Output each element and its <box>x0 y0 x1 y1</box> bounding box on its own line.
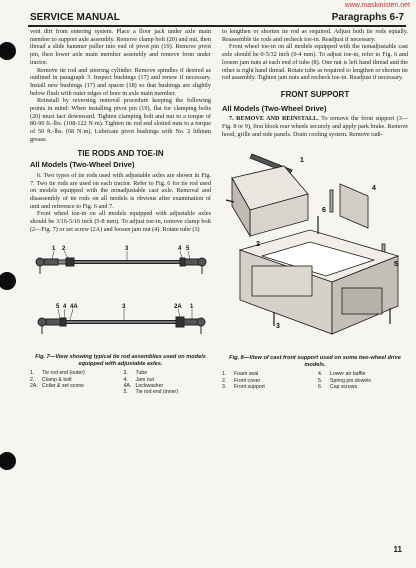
legend-item: 4A. Lockwasher <box>123 382 164 389</box>
subsection-heading: All Models (Two-Wheel Drive) <box>222 103 327 113</box>
legend-item: 1. Tie rod end (outer) <box>30 370 85 377</box>
paragraph: Remove tie rod and steering cylinder. Remove spindles if desired as outlined in paragraph 3. Inspect bushings (17) and renew if necessary. Install new bushings (17) and spacer (18) so that bushings are slightly below flush with outer edges of bore in axle main member. <box>30 66 211 97</box>
fig8-caption: Fig. 8—View of cast front support used on some two-wheel drive models. <box>229 355 401 368</box>
fig7-label-bottom: 5 <box>56 303 60 310</box>
legend-item <box>30 389 118 395</box>
binder-hole <box>0 452 16 470</box>
paragraph: Reinstall by reversing removal procedure keeping the following points in mind: When installing pivot pin (19), flat for clamping bolts (20) must fact downward. Tighten clamping bolt and nut to a torque of 80-90 ft.-lbs. (108-122 N·m). Tighten tie rod end slotted nuts to a torque of 50 ft.-lbs. (68 N·m). Lubricate pivot bushings with No. 2 lithium grease. <box>30 97 211 143</box>
legend-item: 5. Tie rod end (inner) <box>123 389 178 396</box>
fig7-label-bottom: 1 <box>190 303 194 310</box>
paragraph: Front wheel toe-in on all models equipped with adjustable axles should be 3/16-5/16 inch (5-8 mm). To adjust toe-in, remove clamp bolt (2—Fig. 7) or set screw (2A) and loosen jam nut (4). Rotate tube (3) <box>30 210 211 233</box>
fig8-label: 4 <box>372 185 376 193</box>
legend-item: 3. Front support <box>222 383 265 390</box>
legend-item: 3. Tube <box>123 370 148 377</box>
right-column <box>222 28 408 390</box>
fig7-label-bottom: 4A <box>70 303 78 310</box>
paragraph: Front wheel toe-in on all models equipped with the nonadjustable cast axle should be 0-5/32 inch (0-4 mm). To adjust toe-in, refer to Fig. 6 and loosen jam nuts at each end of tube (8). One nut is left hand thread and the other is right hand thread. Rotate tube as required to lengthen or shorten tie rod assembly. Tighten jam nuts and recheck toe-in. Readjust if necessary. <box>222 43 408 82</box>
paragraph: 6. Two types of tie rods used with adjustable axles are shown in Fig. 7. Two tie rods are used on each tractor. Refer to Fig. 6 for tie rod used on models equipped with the nonadjustable cast axle. Removal and disassembly of tie rods on all models is obvious after examination of unit and reference to Fig. 6 and 7. <box>30 171 211 210</box>
page-header-title: SERVICE MANUAL <box>30 12 120 23</box>
legend-item: 5. Spring pin dowels <box>318 377 371 384</box>
fig7-label-bottom: 3 <box>122 303 126 310</box>
section-heading-tie-rods: TIE RODS AND TOE-IN <box>77 148 164 158</box>
fig7-label-top: 2 <box>62 245 66 252</box>
fig8-label: 1 <box>300 157 304 165</box>
page-number: 11 <box>393 545 402 554</box>
paragraph: to lengthen or shorten tie rod as required. Adjust both tie rods equally. Reassemble tie rods and recheck toe-in. Readjust if necessary. <box>222 28 408 43</box>
legend-item: 4. Jam nut <box>123 376 154 383</box>
paragraph <box>222 115 408 138</box>
legend-item: 2A. Collar & set screw <box>30 382 84 389</box>
fig7-label-bottom: 4 <box>63 303 67 310</box>
legend-item: 1. Foam seal <box>222 371 259 378</box>
front-support-drawing <box>222 148 408 348</box>
legend-item: 2. Clamp & bolt <box>30 376 72 383</box>
step-text: To remove the front support (3—Fig. 8 or 9), first block rear wheels securely and apply park brake. Remove hood, grille and side panels. Drain cooling system. Remove radi- <box>222 115 408 138</box>
legend-item: 4. Lower air baffle <box>318 371 366 378</box>
left-column <box>30 28 211 395</box>
fig8-legend <box>222 371 408 390</box>
legend-item: 6. Cap screws <box>318 383 358 390</box>
section-heading-front-support: FRONT SUPPORT <box>280 89 350 99</box>
source-url[interactable]: www.maskinisten.net <box>344 2 410 9</box>
figure-8 <box>222 148 408 390</box>
subsection-heading: All Models (Two-Wheel Drive) <box>30 160 135 170</box>
page-header-paragraphs: Paragraphs 6-7 <box>331 12 404 23</box>
header-rule <box>28 25 406 27</box>
legend-item: 2. Front cover <box>222 377 261 384</box>
fig7-label-top: 5 <box>186 245 190 252</box>
fig7-label-top: 1 <box>52 245 56 252</box>
fig7-caption: Fig. 7—View showing typical tie rod assemblies used on models equipped with adjustable axles. <box>35 354 206 367</box>
fig7-legend <box>30 370 211 395</box>
fig8-label: 5 <box>394 261 398 269</box>
binder-hole <box>0 42 16 60</box>
paragraph: vent dirt from entering system. Place a floor jack under axle main member to support axle assembly. Remove clamp bolt (20) and nut, then thread a slide hammer puller into end of pivot pin (19). Remove pivot pin, then lower axle main member assembly and remove from under tractor. <box>30 28 211 66</box>
fig7-label-top: 3 <box>125 245 129 252</box>
fig7-label-bottom: 2A <box>174 303 182 310</box>
binder-hole <box>0 272 16 290</box>
fig8-label: 2 <box>256 241 260 249</box>
tie-rod-drawing <box>30 240 211 352</box>
step-lead: 7. REMOVE AND REINSTALL. <box>229 115 319 123</box>
fig7-label-top: 4 <box>178 245 182 252</box>
figure-7 <box>30 240 211 396</box>
fig8-label: 3 <box>276 323 280 331</box>
fig8-label: 6 <box>322 207 326 215</box>
